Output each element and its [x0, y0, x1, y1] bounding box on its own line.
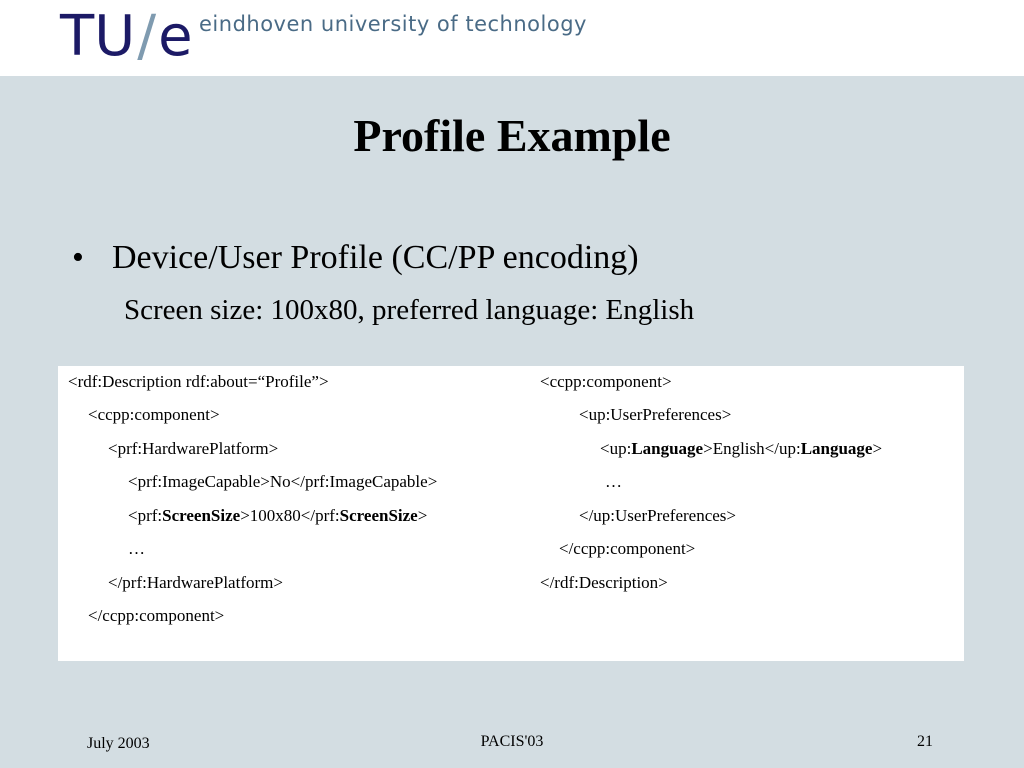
logo-e: e [158, 4, 193, 69]
bullet-marker: • [72, 239, 84, 276]
code-text: </ccpp:component> [559, 539, 696, 558]
code-text: <up:UserPreferences> [579, 405, 732, 424]
bullet-item [72, 236, 639, 280]
code-keyword-bold: ScreenSize [339, 506, 418, 525]
code-text: >100x80</prf: [240, 506, 340, 525]
tue-logo [60, 2, 193, 72]
code-box-right [529, 366, 964, 661]
code-line [128, 505, 427, 527]
code-text: </up:UserPreferences> [579, 506, 737, 525]
code-text: … [605, 472, 622, 491]
footer-date: July 2003 [87, 735, 150, 752]
code-line [108, 572, 283, 594]
code-line [579, 404, 731, 426]
code-line [559, 538, 695, 560]
code-line [68, 371, 329, 393]
slide-title: Profile Example [353, 110, 671, 161]
code-line [88, 404, 220, 426]
footer-page-number: 21 [917, 733, 933, 750]
logo-tu: TU [60, 4, 136, 69]
university-name: eindhoven university of technology [199, 12, 587, 36]
code-line [579, 505, 736, 527]
code-box-left [58, 366, 530, 661]
code-line [88, 605, 224, 627]
code-keyword-bold: Language [631, 439, 704, 458]
code-text: </rdf:Description> [540, 573, 668, 592]
footer-conference: PACIS'03 [480, 733, 544, 750]
code-line [540, 371, 672, 393]
code-text: > [417, 506, 428, 525]
code-line [128, 471, 437, 493]
code-text: <ccpp:component> [540, 372, 672, 391]
code-text: <prf:ImageCapable>No</prf:ImageCapable> [128, 472, 438, 491]
code-text: … [128, 539, 145, 558]
code-text: <prf:HardwarePlatform> [108, 439, 279, 458]
code-text: >English</up: [703, 439, 801, 458]
code-keyword-bold: ScreenSize [162, 506, 241, 525]
code-keyword-bold: Language [800, 439, 873, 458]
code-line [600, 438, 882, 460]
code-text: <prf: [128, 506, 163, 525]
code-text: </ccpp:component> [88, 606, 225, 625]
code-text: > [872, 439, 883, 458]
code-line [605, 471, 622, 493]
code-text: <rdf:Description rdf:about=“Profile”> [68, 372, 329, 391]
code-text: </prf:HardwarePlatform> [108, 573, 283, 592]
sub-bullet-text: Screen size: 100x80, preferred language: English [124, 294, 695, 326]
code-line [108, 438, 278, 460]
code-line [128, 538, 145, 560]
bullet-text: Device/User Profile (CC/PP encoding) [112, 239, 639, 276]
logo-slash: / [137, 4, 157, 69]
code-text: <up: [600, 439, 632, 458]
header-bar [0, 0, 1024, 76]
code-line [540, 572, 668, 594]
code-text: <ccpp:component> [88, 405, 220, 424]
